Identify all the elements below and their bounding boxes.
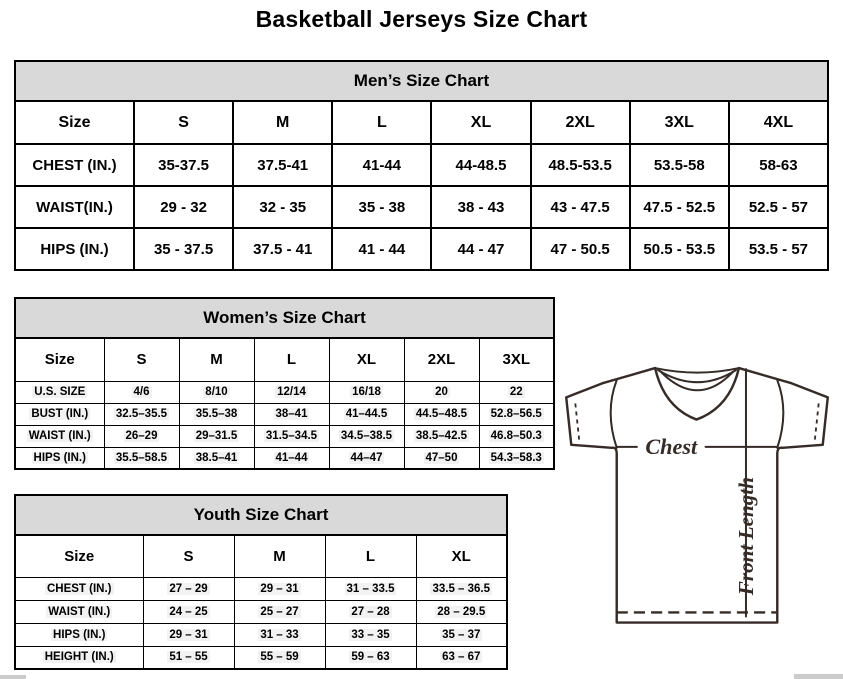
value-cell: 43 - 47.5 [531, 186, 630, 228]
table-row [15, 425, 554, 447]
row-label: BUST (IN.) [15, 403, 104, 425]
womens-size-table [14, 337, 555, 470]
value-cell: 47 - 50.5 [531, 228, 630, 270]
value-cell: 35 - 38 [332, 186, 431, 228]
value-cell: 32.5–35.5 [104, 403, 179, 425]
value-cell: 35.5–58.5 [104, 447, 179, 469]
jersey-measurement-diagram [562, 361, 832, 669]
value-cell: 46.8–50.3 [479, 425, 554, 447]
table-row [15, 144, 828, 186]
row-label: HIPS (IN.) [15, 447, 104, 469]
column-header: L [325, 535, 416, 577]
column-header: S [134, 101, 233, 144]
value-cell: 20 [404, 381, 479, 403]
value-cell: 34.5–38.5 [329, 425, 404, 447]
column-header: S [104, 338, 179, 381]
column-header: 3XL [630, 101, 729, 144]
value-cell: 38.5–41 [179, 447, 254, 469]
value-cell: 33 – 35 [325, 623, 416, 646]
value-cell: 41–44 [254, 447, 329, 469]
table-row [15, 186, 828, 228]
value-cell: 25 – 27 [234, 600, 325, 623]
row-label: WAIST (IN.) [15, 600, 143, 623]
column-header: XL [416, 535, 507, 577]
youth-chart-caption: Youth Size Chart [14, 494, 508, 534]
table-row [15, 577, 507, 600]
value-cell: 8/10 [179, 381, 254, 403]
value-cell: 35 – 37 [416, 623, 507, 646]
value-cell: 29–31.5 [179, 425, 254, 447]
value-cell: 48.5-53.5 [531, 144, 630, 186]
value-cell: 41–44.5 [329, 403, 404, 425]
mens-size-chart-section [14, 60, 829, 271]
youth-size-chart-section [14, 494, 508, 670]
row-label: WAIST (IN.) [15, 425, 104, 447]
value-cell: 58-63 [729, 144, 828, 186]
value-cell: 31 – 33.5 [325, 577, 416, 600]
value-cell: 38 - 43 [431, 186, 530, 228]
value-cell: 35.5–38 [179, 403, 254, 425]
left-sleeve-seam [611, 380, 617, 448]
value-cell: 50.5 - 53.5 [630, 228, 729, 270]
value-cell: 51 – 55 [143, 646, 234, 669]
size-header-cell: Size [15, 101, 134, 144]
value-cell: 29 – 31 [234, 577, 325, 600]
right-sleeve-seam [777, 380, 783, 448]
value-cell: 47–50 [404, 447, 479, 469]
page-title: Basketball Jerseys Size Chart [255, 6, 588, 32]
table-row [15, 228, 828, 270]
table-row [15, 403, 554, 425]
value-cell: 29 - 32 [134, 186, 233, 228]
scrollbar-fragment-right [794, 674, 843, 679]
column-header: M [234, 535, 325, 577]
size-header-cell: Size [15, 338, 104, 381]
table-row [15, 447, 554, 469]
column-header: 3XL [479, 338, 554, 381]
row-label: HIPS (IN.) [15, 623, 143, 646]
value-cell: 29 – 31 [143, 623, 234, 646]
collar-top-arc [655, 368, 739, 373]
value-cell: 41-44 [332, 144, 431, 186]
value-cell: 38.5–42.5 [404, 425, 479, 447]
value-cell: 53.5-58 [630, 144, 729, 186]
value-cell: 44 - 47 [431, 228, 530, 270]
value-cell: 59 – 63 [325, 646, 416, 669]
table-row [15, 623, 507, 646]
front-length-label: Front Length [734, 476, 759, 596]
header-row [15, 338, 554, 381]
column-header: 4XL [729, 101, 828, 144]
jersey-diagram-svg [562, 361, 832, 669]
column-header: XL [431, 101, 530, 144]
row-label: HIPS (IN.) [15, 228, 134, 270]
value-cell: 27 – 29 [143, 577, 234, 600]
value-cell: 47.5 - 52.5 [630, 186, 729, 228]
column-header: M [179, 338, 254, 381]
left-cuff-dashed-line [575, 403, 579, 441]
youth-size-table [14, 534, 508, 670]
column-header: L [332, 101, 431, 144]
value-cell: 31.5–34.5 [254, 425, 329, 447]
chest-label: Chest [645, 433, 698, 459]
value-cell: 28 – 29.5 [416, 600, 507, 623]
column-header: M [233, 101, 332, 144]
mens-size-table [14, 100, 829, 271]
column-header: 2XL [404, 338, 479, 381]
row-label: CHEST (IN.) [15, 577, 143, 600]
header-row [15, 101, 828, 144]
womens-size-chart-section [14, 297, 555, 470]
column-header: S [143, 535, 234, 577]
table-row [15, 646, 507, 669]
value-cell: 44–47 [329, 447, 404, 469]
value-cell: 37.5 - 41 [233, 228, 332, 270]
value-cell: 26–29 [104, 425, 179, 447]
right-cuff-dashed-line [815, 403, 819, 441]
value-cell: 37.5-41 [233, 144, 332, 186]
womens-chart-caption: Women’s Size Chart [14, 297, 555, 337]
scrollbar-fragment-left [0, 675, 26, 679]
value-cell: 31 – 33 [234, 623, 325, 646]
size-header-cell: Size [15, 535, 143, 577]
value-cell: 55 – 59 [234, 646, 325, 669]
value-cell: 22 [479, 381, 554, 403]
value-cell: 4/6 [104, 381, 179, 403]
table-row [15, 600, 507, 623]
value-cell: 44-48.5 [431, 144, 530, 186]
row-label: U.S. SIZE [15, 381, 104, 403]
value-cell: 54.3–58.3 [479, 447, 554, 469]
value-cell: 44.5–48.5 [404, 403, 479, 425]
column-header: L [254, 338, 329, 381]
value-cell: 33.5 – 36.5 [416, 577, 507, 600]
table-row [15, 381, 554, 403]
jersey-outline [566, 368, 828, 622]
value-cell: 38–41 [254, 403, 329, 425]
row-label: WAIST(IN.) [15, 186, 134, 228]
value-cell: 35 - 37.5 [134, 228, 233, 270]
row-label: CHEST (IN.) [15, 144, 134, 186]
value-cell: 41 - 44 [332, 228, 431, 270]
row-label: HEIGHT (IN.) [15, 646, 143, 669]
value-cell: 63 – 67 [416, 646, 507, 669]
mens-chart-caption: Men’s Size Chart [14, 60, 829, 100]
value-cell: 32 - 35 [233, 186, 332, 228]
value-cell: 35-37.5 [134, 144, 233, 186]
value-cell: 53.5 - 57 [729, 228, 828, 270]
value-cell: 16/18 [329, 381, 404, 403]
value-cell: 52.5 - 57 [729, 186, 828, 228]
value-cell: 52.8–56.5 [479, 403, 554, 425]
header-row [15, 535, 507, 577]
value-cell: 27 – 28 [325, 600, 416, 623]
column-header: 2XL [531, 101, 630, 144]
value-cell: 24 – 25 [143, 600, 234, 623]
column-header: XL [329, 338, 404, 381]
value-cell: 12/14 [254, 381, 329, 403]
